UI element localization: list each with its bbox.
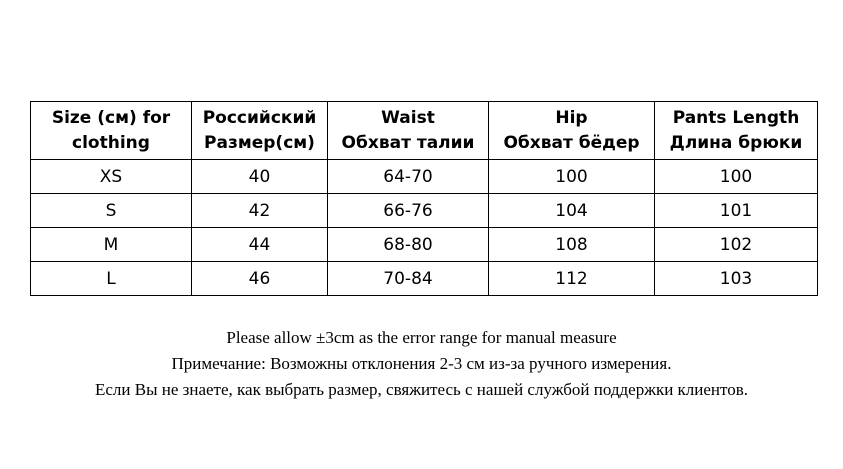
- cell-pants-length: 103: [655, 262, 818, 296]
- header-waist-line1: Waist: [381, 107, 435, 128]
- cell-hip: 112: [489, 262, 655, 296]
- cell-pants-length: 100: [655, 160, 818, 194]
- header-pants-length: [655, 102, 818, 160]
- header-russian-size-line1: Российский: [202, 107, 317, 128]
- note-error-range-ru: Примечание: Возможны отклонения 2-3 см из-за ручного измерения.: [171, 354, 672, 373]
- table-row: [31, 262, 818, 296]
- cell-size: L: [31, 262, 192, 296]
- note-contact-support-ru: Если Вы не знаете, как выбрать размер, свяжитесь с нашей службой поддержки клиентов.: [94, 380, 749, 399]
- cell-waist: 68-80: [328, 228, 489, 262]
- cell-russian-size: 46: [192, 262, 328, 296]
- cell-russian-size: 44: [192, 228, 328, 262]
- note-error-range-en: Please allow ±3cm as the error range for manual measure: [226, 328, 617, 347]
- header-russian-size-line2: Размер(см): [204, 132, 315, 153]
- cell-waist: 66-76: [328, 194, 489, 228]
- cell-pants-length: 101: [655, 194, 818, 228]
- header-waist: [328, 102, 489, 160]
- table-row: [31, 160, 818, 194]
- cell-hip: 108: [489, 228, 655, 262]
- size-chart-table: [30, 101, 818, 296]
- header-size: [31, 102, 192, 160]
- cell-waist: 64-70: [328, 160, 489, 194]
- table-row: [31, 228, 818, 262]
- cell-hip: 104: [489, 194, 655, 228]
- cell-russian-size: 42: [192, 194, 328, 228]
- cell-size: M: [31, 228, 192, 262]
- cell-size: XS: [31, 160, 192, 194]
- header-pants-length-line1: Pants Length: [672, 107, 800, 128]
- header-hip: [489, 102, 655, 160]
- table-header-row: [31, 102, 818, 160]
- header-size-line2: clothing: [72, 132, 150, 153]
- header-size-line1: Size (см) for: [51, 107, 171, 128]
- header-pants-length-line2: Длина брюки: [669, 132, 803, 153]
- header-russian-size: [192, 102, 328, 160]
- measurement-notes: [0, 325, 843, 403]
- header-waist-line2: Обхват талии: [341, 132, 475, 153]
- header-hip-line2: Обхват бёдер: [503, 132, 640, 153]
- table-row: [31, 194, 818, 228]
- cell-waist: 70-84: [328, 262, 489, 296]
- header-hip-line1: Hip: [555, 107, 588, 128]
- cell-russian-size: 40: [192, 160, 328, 194]
- cell-pants-length: 102: [655, 228, 818, 262]
- cell-hip: 100: [489, 160, 655, 194]
- cell-size: S: [31, 194, 192, 228]
